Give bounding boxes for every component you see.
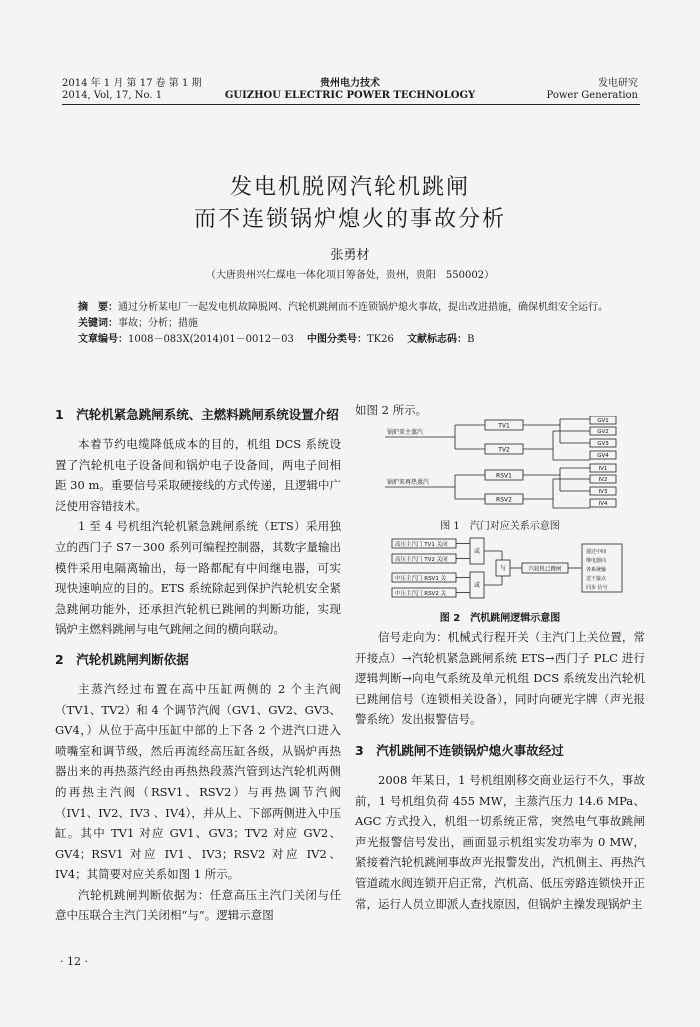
label-tv1: TV1 bbox=[498, 422, 510, 430]
abstract bbox=[78, 300, 623, 316]
header-journal-cn: 贵州电力技术 bbox=[320, 78, 380, 89]
author: 张勇材 bbox=[330, 248, 370, 263]
figure-2-logic-diagram bbox=[390, 536, 640, 604]
page-number: · 12 · bbox=[60, 955, 88, 968]
label-reheat-steam: 锅炉来再热蒸汽 bbox=[387, 479, 430, 486]
section-3-title: 3 汽机跳闸不连锁锅炉熄火事故经过 bbox=[355, 742, 564, 758]
label-and: 与 bbox=[499, 565, 507, 572]
label-iv4: IV4 bbox=[598, 501, 608, 507]
affiliation: （大唐贵州兴仁煤电一体化项目筹备处，贵州，贵阳 550002） bbox=[205, 270, 495, 281]
abstract-label: 摘 要： bbox=[78, 302, 118, 313]
doc-code: B bbox=[467, 334, 475, 345]
header-section-en: Power Generation bbox=[546, 90, 638, 101]
label-or-1: 或 bbox=[473, 548, 481, 555]
title-line-2: 而不连锁锅炉熄火的事故分析 bbox=[193, 207, 506, 232]
clc-label: 中图分类号： bbox=[307, 334, 367, 345]
header-journal-en: GUIZHOU ELECTRIC POWER TECHNOLOGY bbox=[224, 90, 476, 101]
label-gv1: GV1 bbox=[597, 418, 609, 424]
section-1-para-2: 1 至 4 号机组汽轮机紧急跳闸系统（ETS）采用独立的西门子 S7－300 系列可编程控制器，其数字量输出模件采用电隔离输出，每一路都配有中间继电器，可实现快速响应的目的。ETS 系统除起到保护汽轮机安全紧急跳闸功能外，还承担汽轮机已跳闸的判断功能，实现锅炉主燃料跳闸与电气跳闸之间的横向联动。 bbox=[55, 519, 341, 637]
header-rule bbox=[62, 104, 640, 105]
label-rsv1: RSV1 bbox=[496, 472, 512, 480]
article-no: 1008－083X(2014)01－0012－03 bbox=[128, 334, 294, 345]
label-tv2: TV2 bbox=[498, 446, 510, 454]
abstract-block bbox=[78, 300, 623, 348]
abstract-text: 通过分析某电厂一起发电机故障脱网、汽轮机跳闸而不连锁锅炉熄火事故，提出改进措施，确保机组安全运行。 bbox=[118, 302, 608, 313]
left-column bbox=[55, 404, 341, 926]
article-no-label: 文章编号： bbox=[78, 334, 128, 345]
header-issue: 2014 年 1 月 第 17 卷 第 1 期 bbox=[62, 78, 202, 89]
label-rsv2: RSV2 bbox=[496, 496, 512, 504]
label-dest-3: 各系统输 bbox=[586, 567, 607, 573]
label-gv4: GV4 bbox=[597, 453, 609, 459]
figure-1-valve-diagram bbox=[385, 416, 635, 512]
label-iv1: IV1 bbox=[598, 466, 608, 472]
label-iv3: IV3 bbox=[598, 489, 608, 495]
keywords-text: 事故；分析；措施 bbox=[118, 318, 198, 329]
label-in2: 高压主汽门 TV2 关闭 bbox=[395, 557, 448, 563]
section-2-title: 2 汽轮机跳闸判断依据 bbox=[55, 651, 189, 667]
doc-code-label: 文献标志码： bbox=[407, 334, 468, 345]
section-3-para-1: 2008 年某日，1 号机组刚移交商业运行不久，事故前，1 号机组负荷 455 MW，主蒸汽压力 14.6 MPa、AGC 方式投入，机组一切系统正常，突然电气事故跳闸声光报警信号发出，画面显示机组实发功率为 0 MW，紧接着汽轮机跳闸事故声光报警发出，汽机侧主、再热汽管道疏水阀连锁开启正常，汽机高、低压旁路连锁快开正常，运行人员立即派人查找原因，但锅炉主操发现锅炉主 bbox=[355, 772, 645, 911]
label-gv2: GV2 bbox=[597, 429, 609, 435]
right-cont-text: 如图 2 所示。 bbox=[355, 403, 428, 417]
label-in4: 中压主汽门 RSV2 关 bbox=[395, 591, 447, 597]
header-volume: 2014, Vol, 17, No. 1 bbox=[62, 90, 163, 101]
article-meta bbox=[78, 332, 623, 348]
label-gv3: GV3 bbox=[597, 441, 609, 447]
figure-2-caption: 图 2 汽机跳闸逻辑示意图 bbox=[439, 613, 561, 624]
label-in1: 高压主汽门 TV1 关闭 bbox=[395, 542, 448, 548]
label-dest-5: 同步 信号 bbox=[586, 585, 608, 591]
label-main-steam: 锅炉来主蒸汽 bbox=[387, 429, 424, 436]
clc-number: TK26 bbox=[367, 334, 394, 345]
label-dest-2: 继电器向 bbox=[586, 558, 607, 564]
label-or-2: 或 bbox=[473, 582, 481, 589]
keywords-label: 关键词： bbox=[78, 318, 118, 329]
section-2-para-2: 汽轮机跳闸判断依据为：任意高压主汽门关闭与任意中压联合主汽门关闭相“与”。逻辑示意图 bbox=[55, 887, 341, 923]
label-in3: 中压主汽门 RSV1 关 bbox=[395, 576, 447, 582]
label-dest-1: 通过中间 bbox=[586, 549, 607, 555]
section-1-title: 1 汽轮机紧急跳闸系统、主燃料跳闸系统设置介绍 bbox=[55, 407, 339, 422]
label-out: 汽轮机已跳闸 bbox=[528, 566, 562, 573]
section-2-para-1: 主蒸汽经过布置在高中压缸两侧的 2 个主汽阀（TV1、TV2）和 4 个调节汽阀（GV1、GV2、GV3、GV4，）从位于高中压缸中部的上下各 2 个进汽口进入喷嘴室和调节级，然后再流经高压缸各级，从锅炉再热器出来的再热蒸汽经由再热热段蒸汽管到达汽轮机两侧的再热主汽阀（RSV1、RSV2）与再热调节汽阀（IV1、IV2、IV3 、IV4），并从上、下部两侧进入中压缸。其中 TV1 对应 GV1、GV3；TV2 对应 GV2、GV4；RSV1 对应 IV1、IV3；RSV2 对应 IV2、IV4；其简要对应关系如图 1 所示。 bbox=[55, 681, 341, 882]
title-line-1: 发电机脱网汽轮机跳闸 bbox=[229, 175, 470, 200]
right-column bbox=[355, 627, 645, 914]
section-1-para-1: 本着节约电缆降低成本的目的，机组 DCS 系统设置了汽轮机电子设备间和锅炉电子设备间，两电子间相距 30 m。重要信号采取硬接线的方式传递，且逻辑中广泛使用容错技术。 bbox=[55, 437, 341, 513]
signal-flow-para: 信号走向为：机械式行程开关（主汽门上关位置，常开接点）→汽轮机紧急跳闸系统 ETS→西门子 PLC 进行逻辑判断→向电气系统及单元机组 DCS 系统发出汽轮机已跳闸信号（连锁相关设备），同时向硬光字牌（声光报警系统）发出报警信号。 bbox=[355, 630, 645, 727]
keywords bbox=[78, 316, 623, 332]
label-dest-4: 送干接点 bbox=[586, 576, 607, 582]
header-section-cn: 发电研究 bbox=[598, 78, 638, 89]
label-iv2: IV2 bbox=[598, 477, 608, 483]
figure-1-caption: 图 1 汽门对应关系示意图 bbox=[440, 521, 560, 532]
